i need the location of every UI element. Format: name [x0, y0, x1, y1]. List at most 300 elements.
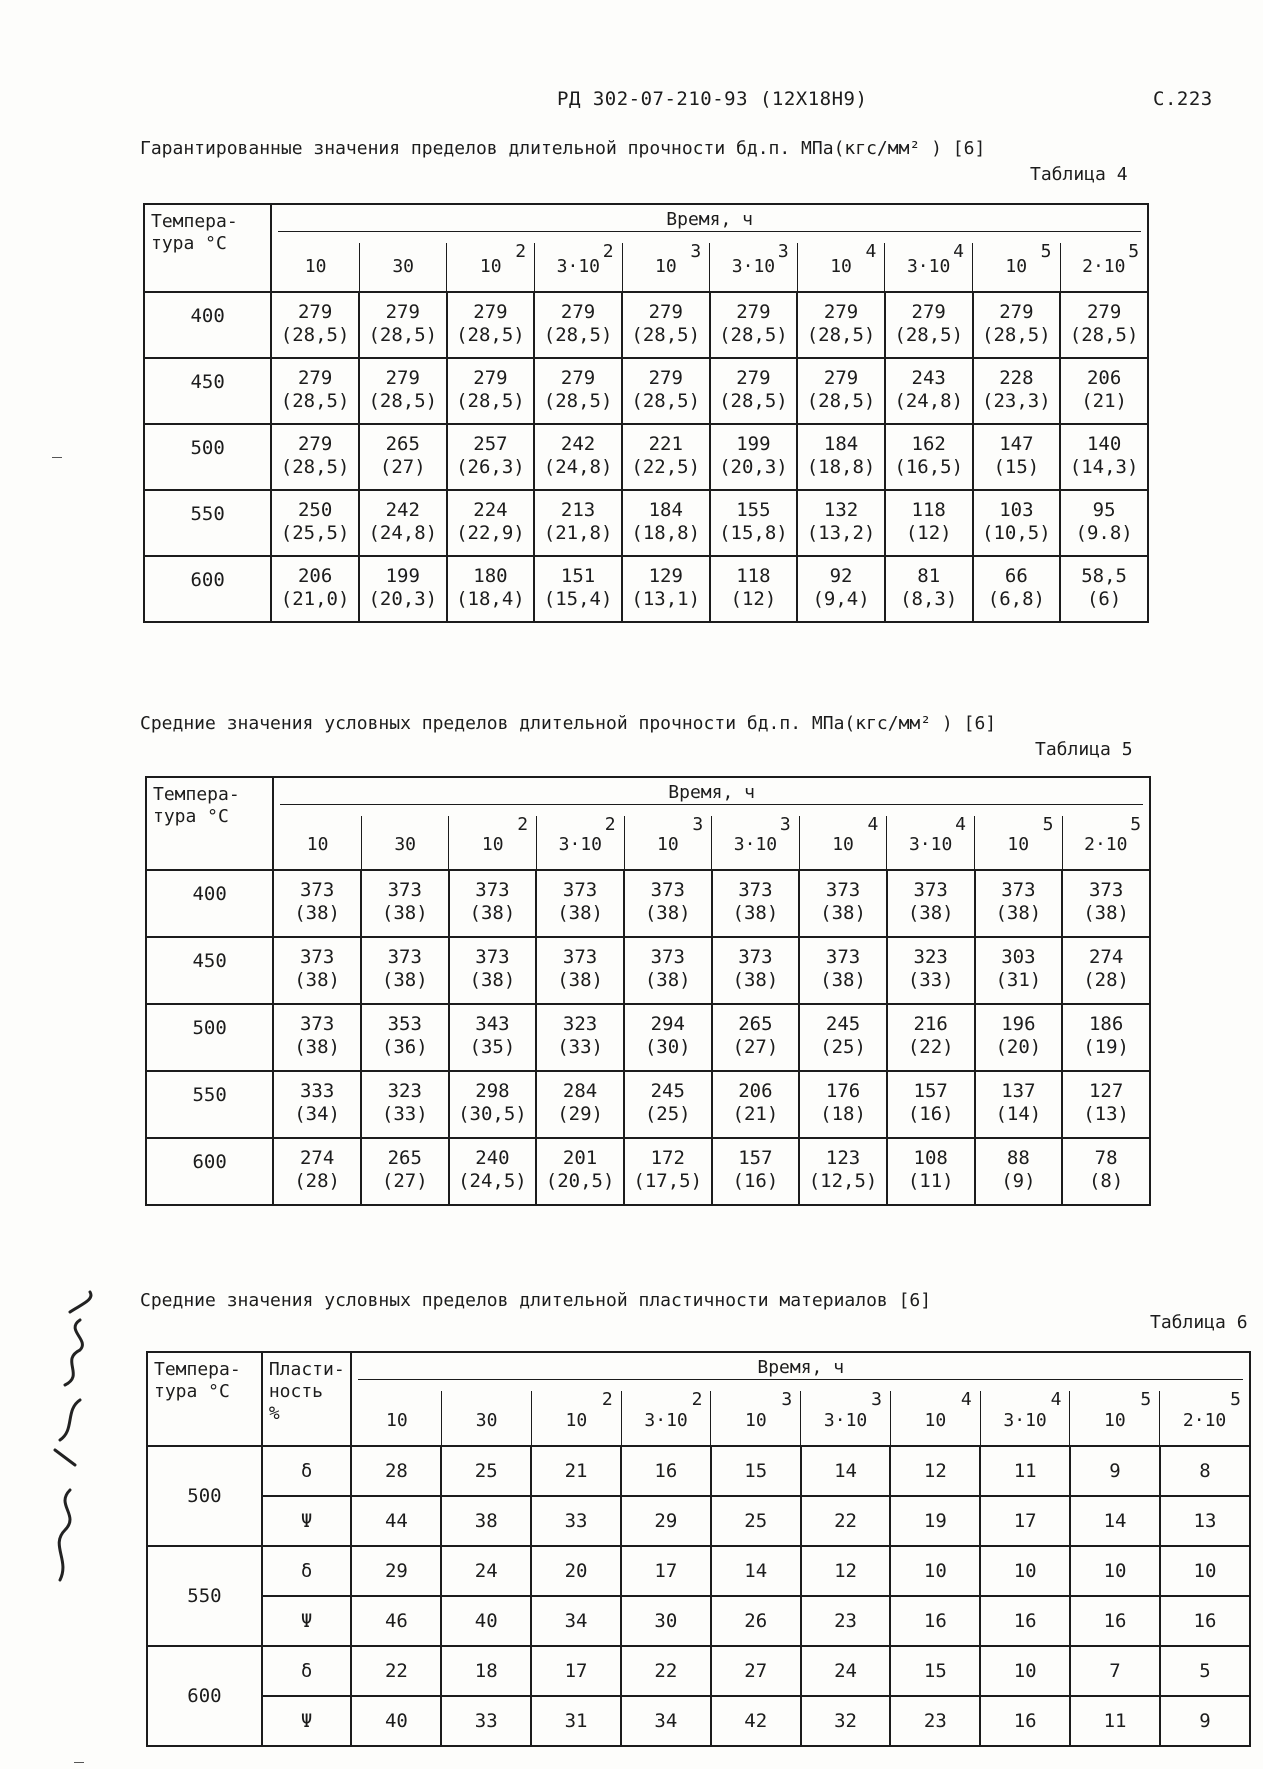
value-cell: [1060, 556, 1148, 622]
value-text: 373 (38): [644, 946, 691, 991]
value-cell: [447, 490, 535, 556]
page-number: С.223: [1153, 88, 1213, 110]
value-cell: [624, 1138, 712, 1205]
value-cell: 17: [621, 1546, 711, 1596]
temperature-cell: 550: [144, 490, 271, 556]
value-cell: [624, 1004, 712, 1071]
value-cell: [622, 358, 710, 424]
value-cell: 30: [621, 1596, 711, 1646]
time-column-header: [272, 243, 359, 291]
value-cell: [710, 490, 798, 556]
value-cell: [712, 937, 800, 1004]
value-cell: [887, 937, 975, 1004]
value-text: 199 (20,3): [368, 565, 438, 610]
time-exponent: 5: [1128, 241, 1140, 262]
value-cell: [359, 292, 447, 358]
value-text: 206 (21): [1081, 367, 1127, 412]
plasticity-symbol: Ψ: [262, 1596, 352, 1646]
time-exponent: 4: [867, 814, 879, 835]
temperature-header: [147, 1352, 262, 1446]
value-cell: [710, 358, 798, 424]
time-base: 10: [304, 256, 327, 277]
value-cell: 23: [890, 1696, 980, 1746]
value-cell: [273, 1004, 361, 1071]
value-cell: [885, 424, 973, 490]
time-header-label: Время, ч: [668, 782, 755, 803]
value-text: 250 (25,5): [280, 499, 350, 544]
value-cell: 18: [441, 1646, 531, 1696]
value-cell: [273, 1071, 361, 1138]
temperature-cell: 600: [144, 556, 271, 622]
value-text: 157 (16): [732, 1147, 779, 1192]
time-exponent: 3: [692, 814, 704, 835]
value-text: 323 (33): [557, 1013, 603, 1058]
value-cell: [359, 358, 447, 424]
value-text: 118 (12): [730, 565, 777, 610]
value-cell: [534, 358, 622, 424]
value-cell: [622, 490, 710, 556]
time-exponent: 2: [601, 1389, 613, 1410]
table-row: [147, 1696, 1250, 1746]
temperature-cell: 600: [146, 1138, 273, 1205]
value-cell: 9: [1070, 1446, 1160, 1496]
plasticity-symbol: Ψ: [262, 1496, 352, 1546]
margin-mark: [52, 457, 62, 458]
time-header: [274, 782, 1149, 808]
time-exponent: 4: [1050, 1389, 1062, 1410]
value-cell: 10: [890, 1546, 980, 1596]
value-cell: [359, 556, 447, 622]
time-base: 10: [479, 256, 502, 277]
time-column-header: [1062, 816, 1150, 869]
value-cell: 29: [351, 1546, 441, 1596]
table-5: [145, 776, 1151, 1206]
value-text: 216 (22): [907, 1013, 954, 1058]
value-text: 103 (10,5): [982, 499, 1051, 544]
table-row: [147, 1596, 1250, 1646]
value-cell: [622, 292, 710, 358]
value-text: 279 (28,5): [368, 367, 438, 412]
value-cell: 40: [441, 1596, 531, 1646]
temperature-header-label: Темпера- тура °С: [151, 211, 238, 254]
value-text: 373 (38): [294, 879, 340, 924]
value-text: 373 (38): [995, 879, 1042, 924]
time-column-header: [974, 816, 1062, 869]
time-columns: [274, 816, 1149, 869]
value-text: 127 (13): [1083, 1080, 1129, 1125]
value-cell: 10: [980, 1546, 1070, 1596]
header-row: [147, 1352, 1250, 1446]
value-text: 279 (28,5): [280, 367, 350, 412]
value-text: 279 (28,5): [982, 301, 1051, 346]
value-cell: [447, 556, 535, 622]
value-text: 279 (28,5): [368, 301, 438, 346]
value-cell: [885, 358, 973, 424]
value-cell: [1062, 1004, 1150, 1071]
table-4: [143, 203, 1149, 623]
value-cell: [447, 292, 535, 358]
value-cell: [887, 1071, 975, 1138]
value-cell: 11: [1070, 1696, 1160, 1746]
value-text: 196 (20): [995, 1013, 1042, 1058]
value-cell: [887, 1138, 975, 1205]
time-base: 10: [655, 256, 677, 277]
value-cell: [975, 937, 1063, 1004]
value-cell: [361, 1138, 449, 1205]
time-exponent: 3: [781, 1389, 793, 1410]
time-exponent: 4: [955, 814, 966, 835]
plasticity-symbol: δ: [262, 1646, 352, 1696]
value-cell: [799, 937, 887, 1004]
document-code: РД 302-07-210-93 (12Х18Н9): [557, 88, 868, 110]
value-cell: 11: [980, 1446, 1070, 1496]
value-cell: [447, 424, 535, 490]
value-text: 221 (22,5): [631, 433, 701, 478]
value-text: 180 (18,4): [456, 565, 525, 610]
value-cell: 21: [531, 1446, 621, 1496]
time-base: 10: [1005, 256, 1028, 277]
value-cell: 12: [801, 1546, 891, 1596]
time-exponent: 5: [1130, 814, 1142, 835]
time-column-header: [886, 816, 974, 869]
value-cell: 20: [531, 1546, 621, 1596]
time-base: 10: [924, 1410, 947, 1431]
value-cell: 26: [711, 1596, 801, 1646]
time-column-header: [441, 1391, 531, 1445]
value-cell: [973, 292, 1061, 358]
value-cell: 14: [801, 1446, 891, 1496]
value-cell: 42: [711, 1696, 801, 1746]
value-cell: [1062, 870, 1150, 937]
temperature-cell: 500: [147, 1446, 262, 1546]
time-column-header: [352, 1391, 441, 1445]
value-text: 279 (28,5): [1069, 301, 1139, 346]
value-cell: [449, 1138, 537, 1205]
table-row: [146, 1004, 1150, 1071]
value-text: 92 (9,4): [812, 565, 870, 610]
value-cell: [361, 1004, 449, 1071]
value-cell: 10: [1160, 1546, 1250, 1596]
value-text: 58,5 (6): [1081, 565, 1127, 610]
time-column-header: [1060, 243, 1148, 291]
temperature-header: [144, 204, 271, 292]
temperature-header-label: Темпера- тура °С: [153, 784, 240, 827]
value-cell: [534, 490, 622, 556]
value-cell: 16: [1160, 1596, 1250, 1646]
time-exponent: 2: [517, 814, 529, 835]
value-text: 323 (33): [907, 946, 954, 991]
time-column-header: [361, 816, 449, 869]
value-cell: 22: [801, 1496, 891, 1546]
value-cell: [273, 870, 361, 937]
time-exponent: 5: [1230, 1389, 1241, 1410]
value-text: 274 (28): [294, 1147, 340, 1192]
time-exponent: 4: [953, 241, 964, 262]
value-cell: [271, 292, 359, 358]
value-text: 279 (28,5): [719, 301, 788, 346]
time-exponent: 3: [777, 241, 789, 262]
value-cell: [885, 556, 973, 622]
value-cell: [361, 870, 449, 937]
time-base: 30: [475, 1410, 498, 1431]
value-cell: 10: [980, 1646, 1070, 1696]
time-column-header: [709, 243, 797, 291]
time-header-cell: [271, 204, 1148, 292]
time-header-cell: [351, 1352, 1250, 1446]
value-cell: [710, 292, 798, 358]
value-cell: 29: [621, 1496, 711, 1546]
temperature-cell: 400: [146, 870, 273, 937]
value-text: 132 (13,2): [806, 499, 876, 544]
value-text: 284 (29): [557, 1080, 603, 1125]
temperature-header: [146, 777, 273, 870]
value-cell: 22: [351, 1646, 441, 1696]
time-column-header: [1159, 1391, 1249, 1445]
time-column-header: [624, 816, 712, 869]
value-text: 333 (34): [294, 1080, 340, 1125]
table-row: [146, 1071, 1150, 1138]
value-cell: [1060, 292, 1148, 358]
time-column-header: [799, 816, 887, 869]
value-text: 265 (27): [381, 1147, 428, 1192]
table-row: [144, 358, 1148, 424]
value-text: 199 (20,3): [719, 433, 788, 478]
value-cell: [449, 870, 537, 937]
time-column-header: [890, 1391, 980, 1445]
value-cell: 9: [1160, 1696, 1250, 1746]
value-text: 176 (18): [820, 1080, 866, 1125]
value-cell: [975, 1138, 1063, 1205]
time-column-header: [710, 1391, 800, 1445]
value-cell: 31: [531, 1696, 621, 1746]
table-row: [147, 1446, 1250, 1496]
value-cell: 7: [1070, 1646, 1160, 1696]
value-cell: [534, 424, 622, 490]
table-row: [146, 870, 1150, 937]
value-cell: 15: [890, 1646, 980, 1696]
value-cell: 44: [351, 1496, 441, 1546]
time-base: 3·10: [906, 256, 951, 277]
value-cell: [799, 870, 887, 937]
time-base: 10: [657, 834, 679, 855]
table-row: [147, 1646, 1250, 1696]
table-row: [144, 424, 1148, 490]
value-cell: [624, 870, 712, 937]
table4-label: Таблица 4: [1030, 164, 1128, 185]
value-text: 279 (28,5): [280, 433, 350, 478]
value-cell: [973, 490, 1061, 556]
value-text: 157 (16): [907, 1080, 954, 1125]
value-cell: 16: [1070, 1596, 1160, 1646]
time-column-header: [884, 243, 972, 291]
handwritten-note-stamp: [40, 1290, 110, 1590]
value-cell: 34: [531, 1596, 621, 1646]
value-cell: [361, 937, 449, 1004]
value-cell: 16: [980, 1696, 1070, 1746]
value-text: 243 (24,8): [894, 367, 964, 412]
value-cell: 46: [351, 1596, 441, 1646]
time-exponent: 3: [779, 814, 791, 835]
value-text: 373 (38): [820, 879, 866, 924]
time-base: 2·10: [1182, 1410, 1227, 1431]
value-cell: [359, 490, 447, 556]
value-cell: 15: [711, 1446, 801, 1496]
value-text: 279 (28,5): [806, 367, 876, 412]
value-cell: [1060, 490, 1148, 556]
value-text: 298 (30,5): [458, 1080, 527, 1125]
value-cell: [1062, 1071, 1150, 1138]
value-cell: [536, 1004, 624, 1071]
value-text: 206 (21): [732, 1080, 779, 1125]
value-text: 279 (28,5): [456, 301, 525, 346]
time-base: 10: [481, 834, 504, 855]
time-column-header: [534, 243, 622, 291]
value-text: 373 (38): [469, 946, 516, 991]
value-text: 373 (38): [469, 879, 516, 924]
value-cell: 12: [890, 1446, 980, 1496]
value-cell: 25: [441, 1446, 531, 1496]
value-cell: [797, 358, 885, 424]
value-text: 162 (16,5): [894, 433, 964, 478]
value-cell: [797, 292, 885, 358]
time-column-header: [274, 816, 361, 869]
value-cell: 27: [711, 1646, 801, 1696]
value-cell: [885, 490, 973, 556]
value-cell: [536, 1138, 624, 1205]
time-base: 10: [1104, 1410, 1126, 1431]
value-text: 78 (8): [1088, 1147, 1124, 1192]
table4-caption: Гарантированные значения пределов длительной прочности бд.п. МПа(кгс/мм² ) [6]: [140, 138, 986, 159]
value-cell: [271, 556, 359, 622]
time-columns: [272, 243, 1147, 291]
value-cell: [799, 1138, 887, 1205]
value-cell: [273, 1138, 361, 1205]
value-cell: 14: [1070, 1496, 1160, 1546]
value-cell: [273, 937, 361, 1004]
time-column-header: [980, 1391, 1070, 1445]
temperature-cell: 600: [147, 1646, 262, 1746]
value-cell: [1060, 358, 1148, 424]
value-cell: [799, 1004, 887, 1071]
time-base: 10: [565, 1410, 588, 1431]
value-cell: 19: [890, 1496, 980, 1546]
value-cell: [1062, 937, 1150, 1004]
value-cell: [1062, 1138, 1150, 1205]
time-exponent: 5: [1040, 241, 1052, 262]
time-base: 2·10: [1082, 256, 1126, 277]
plasticity-symbol: δ: [262, 1546, 352, 1596]
value-cell: 17: [531, 1646, 621, 1696]
value-cell: [271, 490, 359, 556]
time-base: 3·10: [823, 1410, 868, 1431]
time-exponent: 4: [960, 1389, 972, 1410]
value-cell: [797, 556, 885, 622]
value-text: 108 (11): [907, 1147, 954, 1192]
value-text: 147 (15): [993, 433, 1040, 478]
value-cell: 40: [351, 1696, 441, 1746]
value-text: 373 (38): [820, 946, 866, 991]
value-text: 343 (35): [469, 1013, 516, 1058]
value-cell: 25: [711, 1496, 801, 1546]
time-exponent: 4: [865, 241, 877, 262]
temperature-cell: 550: [146, 1071, 273, 1138]
value-text: 186 (19): [1083, 1013, 1129, 1058]
value-text: 373 (38): [294, 1013, 340, 1058]
value-text: 245 (25): [820, 1013, 866, 1058]
temperature-cell: 550: [147, 1546, 262, 1646]
temperature-cell: 450: [144, 358, 271, 424]
value-cell: [449, 1071, 537, 1138]
value-cell: 23: [801, 1596, 891, 1646]
time-column-header: [536, 816, 624, 869]
value-cell: [973, 358, 1061, 424]
time-base: 10: [745, 1410, 767, 1431]
value-cell: [534, 292, 622, 358]
time-base: 10: [306, 834, 329, 855]
temperature-cell: 400: [144, 292, 271, 358]
value-text: 279 (28,5): [543, 367, 613, 412]
plasticity-header-label: Пласти- ность %: [268, 1359, 345, 1424]
value-cell: [712, 1138, 800, 1205]
value-cell: [447, 358, 535, 424]
value-cell: [622, 424, 710, 490]
table-row: [147, 1546, 1250, 1596]
temperature-cell: 450: [146, 937, 273, 1004]
value-text: 172 (17,5): [633, 1147, 703, 1192]
value-cell: [797, 490, 885, 556]
time-header: [352, 1357, 1249, 1383]
table-row: [146, 937, 1150, 1004]
value-cell: [887, 1004, 975, 1071]
value-cell: [449, 1004, 537, 1071]
value-text: 81 (8,3): [900, 565, 958, 610]
value-cell: [710, 556, 798, 622]
value-text: 279 (28,5): [280, 301, 350, 346]
value-cell: [449, 937, 537, 1004]
value-cell: [1060, 424, 1148, 490]
value-text: 279 (28,5): [806, 301, 876, 346]
time-header-rule: [358, 1379, 1243, 1380]
time-column-header: [711, 816, 799, 869]
value-text: 118 (12): [905, 499, 952, 544]
value-text: 184 (18,8): [631, 499, 701, 544]
value-cell: [799, 1071, 887, 1138]
plasticity-symbol: Ψ: [262, 1696, 352, 1746]
value-cell: [712, 1004, 800, 1071]
value-cell: 33: [531, 1496, 621, 1546]
value-text: 373 (38): [732, 879, 779, 924]
time-column-header: [797, 243, 885, 291]
value-text: 88 (9): [1001, 1147, 1036, 1192]
value-cell: 16: [890, 1596, 980, 1646]
time-column-header: [621, 1391, 711, 1445]
time-base: 30: [394, 834, 416, 855]
table-row: [144, 292, 1148, 358]
time-base: 3·10: [1003, 1410, 1047, 1431]
time-base: 3·10: [733, 834, 778, 855]
value-cell: [975, 1071, 1063, 1138]
value-cell: 24: [441, 1546, 531, 1596]
value-text: 137 (14): [995, 1080, 1042, 1125]
value-cell: [710, 424, 798, 490]
time-exponent: 5: [1140, 1389, 1152, 1410]
value-cell: [885, 292, 973, 358]
value-text: 245 (25): [644, 1080, 691, 1125]
value-text: 123 (12,5): [808, 1147, 878, 1192]
time-base: 3·10: [558, 834, 602, 855]
value-text: 201 (20,5): [545, 1147, 615, 1192]
value-cell: [359, 424, 447, 490]
